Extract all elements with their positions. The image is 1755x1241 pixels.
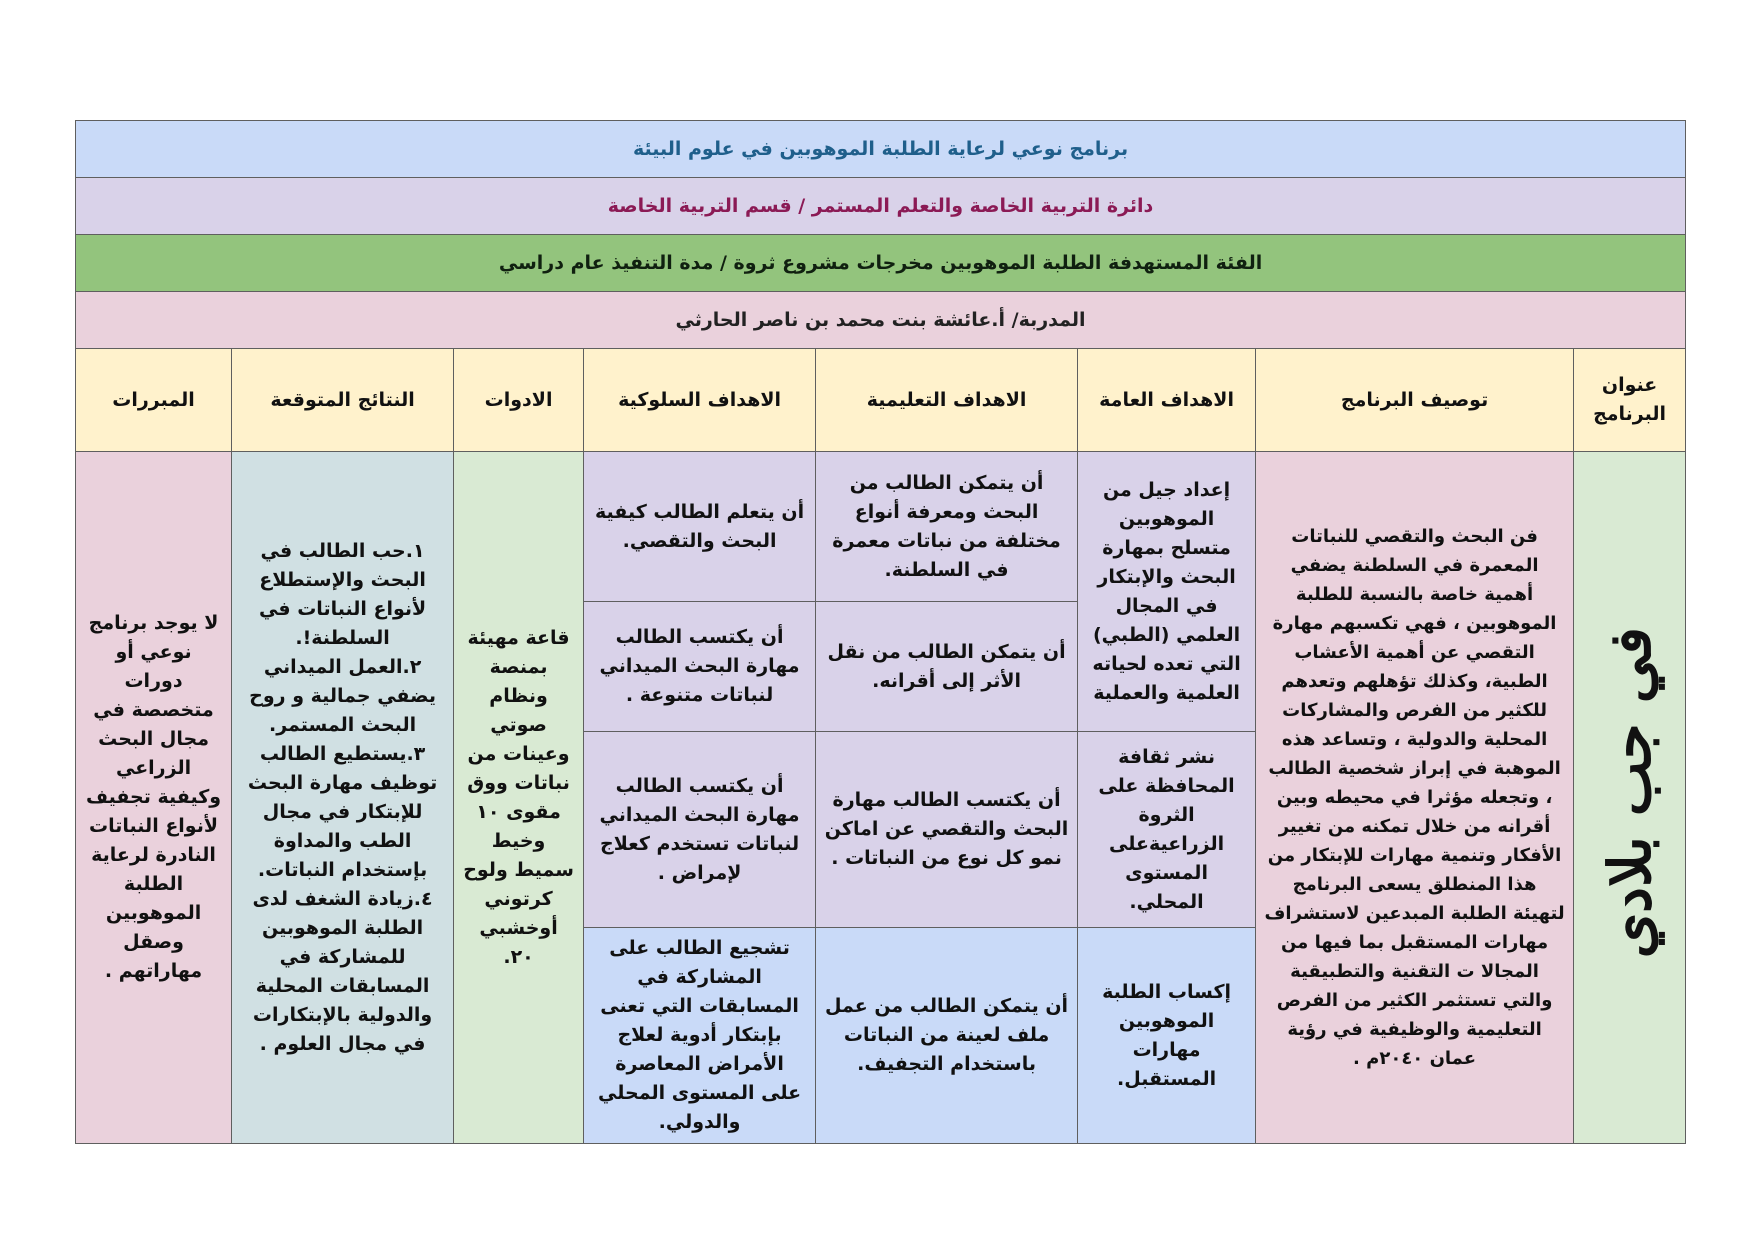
educational-goal-1: أن يتمكن الطالب من البحث ومعرفة أنواع مختلفة من نباتات معمرة في السلطنة.: [816, 452, 1078, 602]
educational-goal-4: أن يتمكن الطالب من عمل ملف لعينة من النباتات باستخدام التجفيف.: [816, 928, 1078, 1144]
program-description: فن البحث والتقصي للنباتات المعمرة في السلطنة يضفي أهمية خاصة بالنسبة للطلبة الموهوبين ، فهي تكسبهم مهارة التقصي عن أهمية الأعشاب الطبية، وكذلك تؤهلهم وتعدهم للكثير من الفرص والمشاركات المحلية والدولية ، وتساعد هذه الموهبة في إبراز شخصية الطالب ، وتجعله مؤثرا في محيطه وبين أقرانه من خلال تمكنه من تغيير الأفكار وتنمية مهارات للإبتكار من هذا المنطلق يسعى البرنامج لتهيئة الطلبة المبدعين لاستشراف مهارات المستقبل بما فيها من المجالا ت التقنية والتطبيقية والتي تستثمر الكثير من الفرص التعليمية والوظيفية في رؤية عمان ٢٠٤٠م .: [1256, 452, 1574, 1144]
col-header-educational-goals: الاهداف التعليمية: [816, 349, 1078, 452]
behavioral-goal-1: أن يتعلم الطالب كيفية البحث والتقصي.: [584, 452, 816, 602]
program-table: [75, 120, 1686, 1144]
department-line: دائرة التربية الخاصة والتعلم المستمر / قسم التربية الخاصة: [76, 178, 1686, 235]
tools-cell: قاعة مهيئة بمنصة ونظام صوتي وعينات من نباتات ووق مقوى ١٠ وخيط سميط ولوح كرتوني أوخشبي ٢٠.: [454, 452, 584, 1144]
outcome-4: ٤.زيادة الشغف لدى الطلبة الموهوبين للمشاركة في المسابقات المحلية والدولية بالإبتكارات في مجال العلوم .: [252, 887, 433, 1055]
behavioral-goal-4: تشجيع الطالب على المشاركة في المسابقات التي تعنى بإبتكار أدوية لعلاج الأمراض المعاصرة على المستوى المحلي والدولي.: [584, 928, 816, 1144]
col-header-outcomes: النتائج المتوقعة: [232, 349, 454, 452]
col-header-behavioral-goals: الاهداف السلوكية: [584, 349, 816, 452]
col-header-tools: الادوات: [454, 349, 584, 452]
educational-goal-2: أن يتمكن الطالب من نقل الأثر إلى أقرانه.: [816, 602, 1078, 732]
col-header-description: توصيف البرنامج: [1256, 349, 1574, 452]
col-header-general-goals: الاهداف العامة: [1078, 349, 1256, 452]
general-goal-2: نشر ثقافة المحافظة على الثروة الزراعيةعلى المستوى المحلي.: [1078, 732, 1256, 928]
behavioral-goal-2: أن يكتسب الطالب مهارة البحث الميداني لنباتات متنوعة .: [584, 602, 816, 732]
program-name-cell: [1574, 452, 1686, 1144]
program-name: في جب بلادي: [1595, 627, 1664, 959]
outcome-1: ١.حب الطالب في البحث والإستطلاع لأنواع النباتات في السلطنة!.: [258, 539, 427, 649]
outcome-2: ٢.العمل الميداني يضفي جمالية و روح البحث المستمر.: [249, 655, 436, 736]
outcomes-cell: [232, 452, 454, 1144]
educational-goal-3: أن يكتسب الطالب مهارة البحث والتقصي عن اماكن نمو كل نوع من النباتات .: [816, 732, 1078, 928]
target-group-line: الفئة المستهدفة الطلبة الموهوبين مخرجات مشروع ثروة / مدة التنفيذ عام دراسي: [76, 235, 1686, 292]
col-header-title: عنوان البرنامج: [1574, 349, 1686, 452]
outcome-3: ٣.يستطيع الطالب توظيف مهارة البحث للإبتكار في مجال الطب والمداوة بإستخدام النباتات.: [247, 742, 438, 881]
behavioral-goal-3: أن يكتسب الطالب مهارة البحث الميداني لنباتات تستخدم كعلاج لإمراض .: [584, 732, 816, 928]
program-sheet: [75, 120, 1685, 1144]
col-header-justifications: المبررات: [76, 349, 232, 452]
trainer-line: المدربة/ أ.عائشة بنت محمد بن ناصر الحارثي: [76, 292, 1686, 349]
program-title: برنامج نوعي لرعاية الطلبة الموهوبين في علوم البيئة: [76, 121, 1686, 178]
justifications-cell: لا يوجد برنامج نوعي أو دورات متخصصة في مجال البحث الزراعي وكيفية تجفيف لأنواع النباتات النادرة لرعاية الطلبة الموهوبين وصقل مهاراتهم .: [76, 452, 232, 1144]
general-goal-1: إعداد جيل من الموهوبين متسلح بمهارة البحث والإبتكار في المجال العلمي (الطبي) التي تعده لحياته العلمية والعملية: [1078, 452, 1256, 732]
general-goal-3: إكساب الطلبة الموهوبين مهارات المستقبل.: [1078, 928, 1256, 1144]
